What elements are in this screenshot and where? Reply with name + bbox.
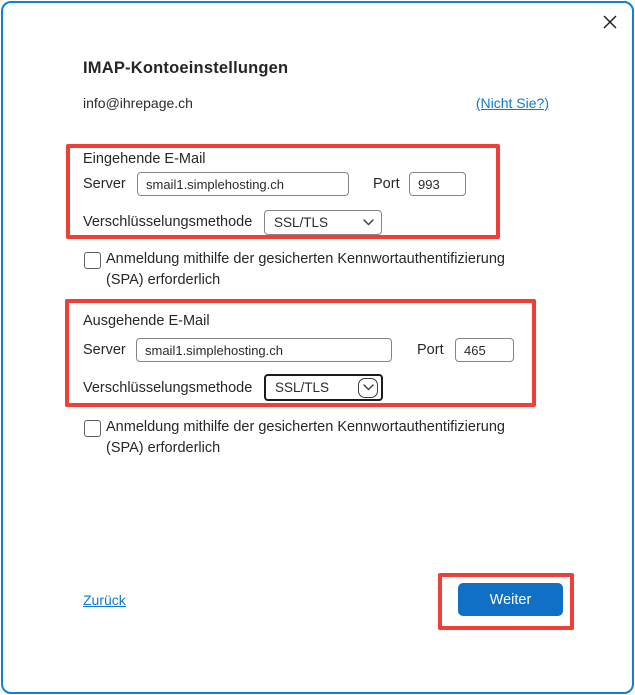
outgoing-port-label: Port xyxy=(417,342,444,358)
back-link[interactable]: Zurück xyxy=(83,592,126,608)
incoming-spa-checkbox[interactable] xyxy=(84,252,101,269)
outgoing-server-input[interactable] xyxy=(136,338,392,362)
outgoing-server-label: Server xyxy=(83,342,126,358)
outgoing-section-label: Ausgehende E-Mail xyxy=(83,313,210,329)
close-icon xyxy=(602,14,618,33)
incoming-server-label: Server xyxy=(83,176,126,192)
incoming-port-input[interactable] xyxy=(409,172,466,196)
incoming-encryption-dropdown[interactable] xyxy=(264,210,382,235)
chevron-down-icon xyxy=(363,219,374,226)
outgoing-port-input[interactable] xyxy=(455,338,514,362)
close-button[interactable] xyxy=(598,11,622,35)
outgoing-encryption-value: SSL/TLS xyxy=(275,380,330,395)
incoming-encryption-value: SSL/TLS xyxy=(274,215,329,230)
outgoing-encryption-label: Verschlüsselungsmethode xyxy=(83,380,253,396)
incoming-encryption-label: Verschlüsselungsmethode xyxy=(83,214,253,230)
incoming-section-label: Eingehende E-Mail xyxy=(83,151,206,167)
imap-settings-dialog xyxy=(1,1,634,694)
outgoing-spa-checkbox[interactable] xyxy=(84,420,101,437)
next-button[interactable]: Weiter xyxy=(458,583,563,616)
incoming-server-input[interactable] xyxy=(137,172,349,196)
page-title: IMAP-Kontoeinstellungen xyxy=(83,59,289,77)
incoming-spa-label: Anmeldung mithilfe der gesicherten Kennwortauthentifizierung (SPA) erforderlich xyxy=(106,251,505,288)
chevron-down-icon xyxy=(358,378,378,398)
outgoing-encryption-dropdown[interactable] xyxy=(264,374,383,401)
not-you-link[interactable]: (Nicht Sie?) xyxy=(475,95,549,111)
account-email: info@ihrepage.ch xyxy=(83,95,193,111)
incoming-port-label: Port xyxy=(373,176,400,192)
outgoing-spa-label: Anmeldung mithilfe der gesicherten Kennwortauthentifizierung (SPA) erforderlich xyxy=(106,419,505,456)
